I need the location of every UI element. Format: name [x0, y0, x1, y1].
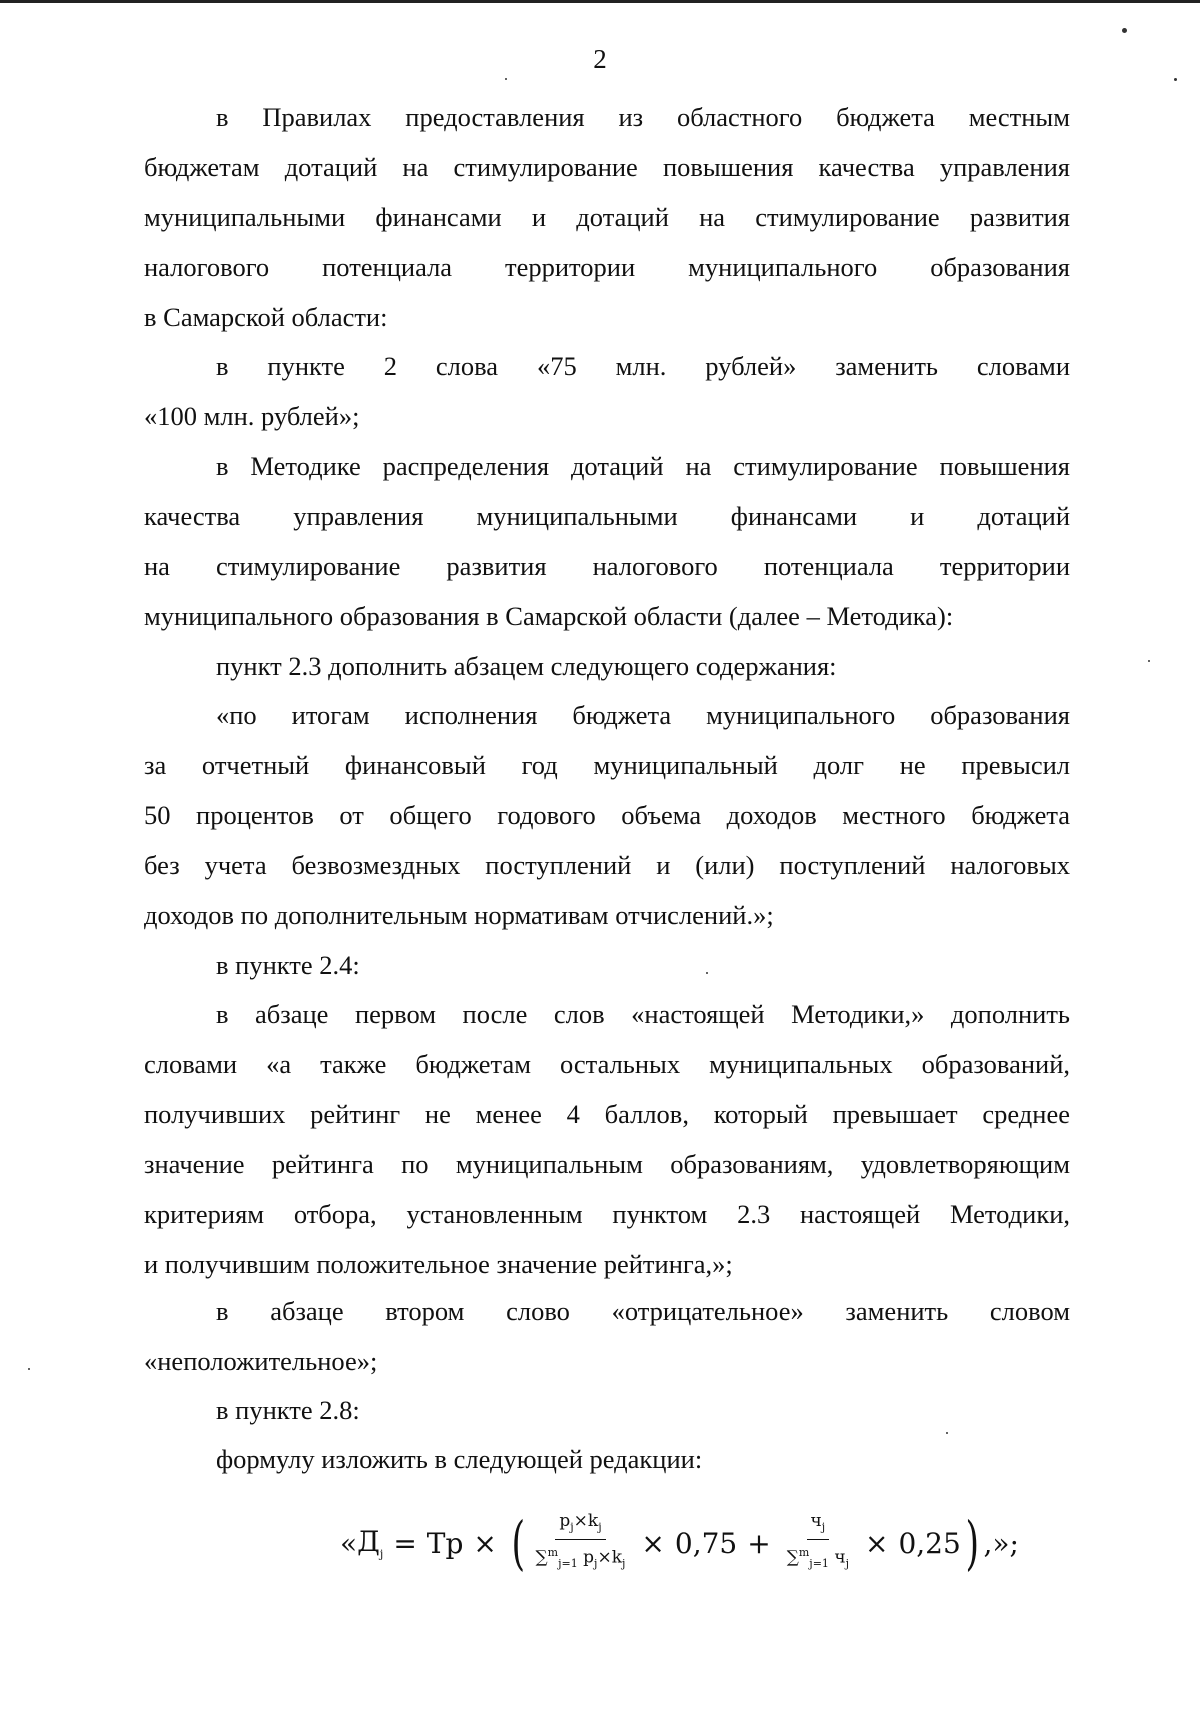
- formula-close-paren: ): [965, 1509, 979, 1577]
- paragraph-methodology-intro: [144, 441, 1070, 641]
- text-line: бюджетам дотаций на стимулирование повышения качества управления: [144, 152, 1070, 182]
- text-line: муниципальными финансами и дотаций на стимулирование развития: [144, 202, 1070, 232]
- text-line: в абзаце первом после слов «настоящей Методики,» дополнить: [216, 999, 1070, 1029]
- formula-times: ×: [865, 1526, 889, 1560]
- text-line: на стимулирование развития налогового потенциала территории: [144, 551, 1070, 581]
- text-line: доходов по дополнительным нормативам отчислений.»;: [144, 900, 774, 930]
- scan-speck: [1122, 28, 1127, 33]
- paragraph-point-2-4-heading: [144, 940, 1070, 990]
- text-line: в абзаце втором слово «отрицательное» заменить словом: [216, 1296, 1070, 1326]
- formula-weight-1: 0,75: [674, 1526, 738, 1560]
- scan-speck: [946, 1432, 948, 1434]
- text-line: в пункте 2.8:: [216, 1395, 360, 1425]
- fraction-numerator: $ч_j$: [807, 1511, 830, 1539]
- formula-equals: =: [393, 1526, 417, 1560]
- fraction-numerator: $p_j\times k_j$: [555, 1511, 605, 1539]
- scan-speck: [505, 78, 507, 80]
- text-line: качества управления муниципальными финансами и дотаций: [144, 501, 1070, 531]
- paragraph-formula-intro: [144, 1434, 1070, 1484]
- text-line: словами «а также бюджетам остальных муниципальных образований,: [144, 1049, 1070, 1079]
- formula-tail: ,»;: [983, 1526, 1019, 1560]
- paragraph-point-2-4-first: [144, 989, 1070, 1289]
- fraction-denominator: ∑$^m_{j=1}$ $p_j\times k_j$: [535, 1545, 626, 1570]
- scan-speck: [1174, 78, 1177, 81]
- formula-open-quote: «: [340, 1526, 358, 1560]
- text-line: налогового потенциала территории муниципального образования: [144, 252, 1070, 282]
- text-line: 50 процентов от общего годового объема доходов местного бюджета: [144, 800, 1070, 830]
- text-line: формулу изложить в следующей редакции:: [216, 1444, 703, 1474]
- paragraph-point-2-change: [144, 341, 1070, 441]
- scan-speck: [706, 972, 708, 974]
- paragraph-point-2-3-quote: [144, 690, 1070, 940]
- formula-fraction-rating: [532, 1511, 630, 1574]
- formula-fraction-population: [783, 1511, 853, 1574]
- scan-speck: [1148, 660, 1150, 662]
- formula-coefficient: Тр: [426, 1526, 464, 1560]
- text-line: в пункте 2 слова «75 млн. рублей» заменить словами: [216, 351, 1070, 381]
- text-line: «по итогам исполнения бюджета муниципального образования: [216, 700, 1070, 730]
- text-line: пункт 2.3 дополнить абзацем следующего содержания:: [216, 651, 837, 681]
- paragraph-point-2-4-second: [144, 1286, 1070, 1386]
- text-line: «100 млн. рублей»;: [144, 401, 360, 431]
- formula-times: ×: [473, 1526, 497, 1560]
- text-line: получивших рейтинг не менее 4 баллов, который превышает среднее: [144, 1099, 1070, 1129]
- text-line: в Самарской области:: [144, 302, 388, 332]
- paragraph-point-2-3-supplement: [144, 641, 1070, 691]
- text-line: критериям отбора, установленным пунктом 2.3 настоящей Методики,: [144, 1199, 1070, 1229]
- scan-speck: [28, 1368, 30, 1370]
- text-line: муниципального образования в Самарской области (далее – Методика):: [144, 601, 954, 631]
- fraction-denominator: ∑$^m_{j=1}$ $ч_j$: [786, 1545, 849, 1570]
- text-line: без учета безвозмездных поступлений и (или) поступлений налоговых: [144, 850, 1070, 880]
- text-line: «неположительное»;: [144, 1346, 378, 1376]
- page-number: 2: [593, 44, 607, 74]
- formula-plus: +: [747, 1526, 771, 1560]
- distribution-formula: [340, 1503, 1019, 1583]
- formula-open-paren: (: [511, 1509, 525, 1577]
- top-border-line: [0, 0, 1200, 3]
- paragraph-rules-intro: [144, 92, 1070, 342]
- formula-weight-2: 0,25: [898, 1526, 961, 1560]
- text-line: в Методике распределения дотаций на стимулирование повышения: [216, 451, 1070, 481]
- text-line: в Правилах предоставления из областного бюджета местным: [216, 102, 1070, 132]
- text-line: за отчетный финансовый год муниципальный долг не превысил: [144, 750, 1070, 780]
- formula-times: ×: [641, 1526, 665, 1560]
- text-line: и получившим положительное значение рейтинга,»;: [144, 1249, 733, 1279]
- text-line: в пункте 2.4:: [216, 950, 360, 980]
- paragraph-point-2-8-heading: [144, 1385, 1070, 1435]
- formula-lhs: $Д_j$: [357, 1525, 384, 1561]
- text-line: значение рейтинга по муниципальным образованиям, удовлетворяющим: [144, 1149, 1070, 1179]
